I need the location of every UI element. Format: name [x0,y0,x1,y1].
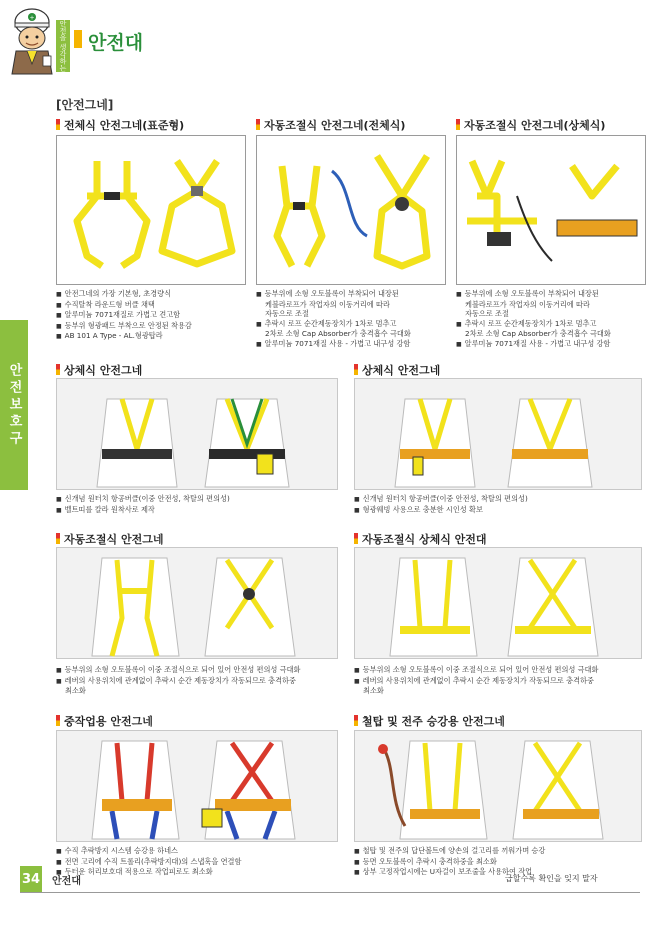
item-title-full-body-standard: 전체식 안전그네(표준형) [56,117,184,133]
bullet-list-heavy-duty [56,846,241,878]
bullet: ■ 레버의 사용위치에 관계없이 추락시 순간 제동장치가 작동되므로 충격하중 [56,676,300,687]
bullet: ■ 등면 오토블록이 추락시 충격하중을 최소화 [354,857,545,868]
harness-illustration [257,136,445,284]
bullet: ■ 전면 고리에 수직 트롤리(추락방지대)의 스냅훅을 연결함 [56,857,241,868]
bullet-continuation: 케블라로프가 작업자의 이동거리에 따라 [265,299,390,309]
item-title-upper-body-1: 상체식 안전그네 [56,362,142,378]
product-photo-heavy-duty [56,730,338,842]
bullet-list-upper-body-2 [354,494,528,515]
item-title-upper-body-2: 상체식 안전그네 [354,362,440,378]
title-chip [74,30,82,48]
product-photo-auto-adjust-harness [56,547,338,659]
bullet: ■ 레버의 사용위치에 관계없이 추락시 순간 제동장치가 작동되므로 충격하중 [354,676,598,687]
bullet: ■ 철탑 및 전주의 답단볼트에 양손의 걸고리를 끼워가며 승강 [354,846,545,857]
product-photo-upper-body-1 [56,378,338,490]
footer-label: 안전대 [52,876,81,887]
bullet: ■ 추락시 로프 순간제동장치가 1차로 멈추고 [456,319,611,330]
footer-slogan: 급할수록 확인을 잊지 말자 [505,874,598,883]
bullet-continuation: 최소화 [363,686,384,696]
bullet-continuation: 자동으로 조절 [265,309,309,319]
harness-illustration [457,136,645,284]
harness-illustration [57,136,245,284]
bullet: ■ AB 101 A Type - AL.형광탑라 [56,331,192,342]
product-photo-auto-adjust-upper-body [456,135,646,285]
bullet: ■ 두터운 허리보호대 적용으로 작업피로도 최소화 [56,867,241,878]
worker-illustration [57,731,337,841]
bullet: ■ 형광웨빙 사용으로 충분한 시인성 확보 [354,505,528,516]
bullet-list-upper-body-1 [56,494,230,515]
bullet-continuation: 2차로 소형 Cap Absorber가 충격흡수 극대화 [465,329,611,339]
worker-illustration [355,548,641,658]
bullet: ■ 알루미늄 7071재질 사용 - 가볍고 내구성 강함 [256,339,411,350]
item-title-heavy-duty: 중작업용 안전그네 [56,713,153,729]
worker-illustration [355,731,641,841]
bullet: ■ 신개념 원터치 항공버클(이중 안전성, 착탈의 편의성) [56,494,230,505]
item-title-auto-adjust-upper-body: 자동조절식 안전그네(상체식) [456,117,605,133]
bullet: ■ 등부위의 소형 오토블록이 이중 조절식으로 되어 있어 안전성 편의성 극대화 [56,665,300,676]
bullet-continuation: 자동으로 조절 [465,309,509,319]
bullet-list-auto-adjust-harness [56,665,300,696]
product-photo-auto-adjust-upper-body-belt [354,547,642,659]
side-tab: 안전보호구 [0,320,28,490]
bullet-continuation: 최소화 [65,686,86,696]
bullet: ■ 신개념 원터치 항공버클(이중 안전성, 착탈의 편의성) [354,494,528,505]
item-title-tower-pole: 철탑 및 전주 승강용 안전그네 [354,713,505,729]
bullet: ■ 상부 고정작업시에는 U자걸이 보조줄을 사용하여 작업 [354,867,545,878]
bullet: ■ 등부위에 소형 오토블록이 부착되어 내장된 [256,289,411,300]
bullet-list-auto-adjust-full-body [256,289,411,350]
bullet: ■ 벨트띠를 칼라 원착사로 제작 [56,505,230,516]
bullet-list-full-body-standard [56,289,192,342]
product-photo-tower-pole [354,730,642,842]
bullet: ■ 등부위에 소형 오토블록이 부착되어 내장된 [456,289,611,300]
bullet: ■ 등부위의 소형 오토블록이 이중 조절식으로 되어 있어 안전성 편의성 극대화 [354,665,598,676]
bullet-continuation: 2차로 소형 Cap Absorber가 충격흡수 극대화 [265,329,411,339]
item-title-auto-adjust-upper-body-belt: 자동조절식 상체식 안전대 [354,531,487,547]
bullet: ■ 알루미늄 7071재질 사용 - 가볍고 내구성 강함 [456,339,611,350]
item-title-auto-adjust-full-body: 자동조절식 안전그네(전체식) [256,117,405,133]
worker-illustration [355,379,641,489]
bullet-list-auto-adjust-upper-body-belt [354,665,598,696]
footer-divider [20,892,640,893]
product-photo-upper-body-2 [354,378,642,490]
bullet: ■ 추락시 로프 순간제동장치가 1차로 멈추고 [256,319,411,330]
item-title-auto-adjust-harness: 자동조절식 안전그네 [56,531,163,547]
section-label: [안전그네] [56,98,114,112]
page-number: 34 [20,866,42,892]
bullet: ■ 알루미늄 7071재질로 가볍고 견고함 [56,310,192,321]
bullet: ■ 등부위 형광패드 부착으로 안정된 착용감 [56,321,192,332]
product-photo-auto-adjust-full-body [256,135,446,285]
bullet-continuation: 케블라로프가 작업자의 이동거리에 따라 [465,299,590,309]
slogan-badge: 안전을 생각하는 [56,20,70,72]
bullet: ■ 수직탈착 라운드형 버클 채택 [56,300,192,311]
bullet-list-auto-adjust-upper-body [456,289,611,350]
worker-illustration [57,548,337,658]
mascot-illustration [8,6,56,76]
product-photo-full-body-standard [56,135,246,285]
worker-illustration [57,379,337,489]
svg-text:+: + [29,14,35,22]
bullet: ■ 안전그네의 가장 기본형, 초경량식 [56,289,192,300]
page-title: 안전대 [88,32,144,54]
bullet: ■ 수직 추락방지 시스템 승강용 하네스 [56,846,241,857]
